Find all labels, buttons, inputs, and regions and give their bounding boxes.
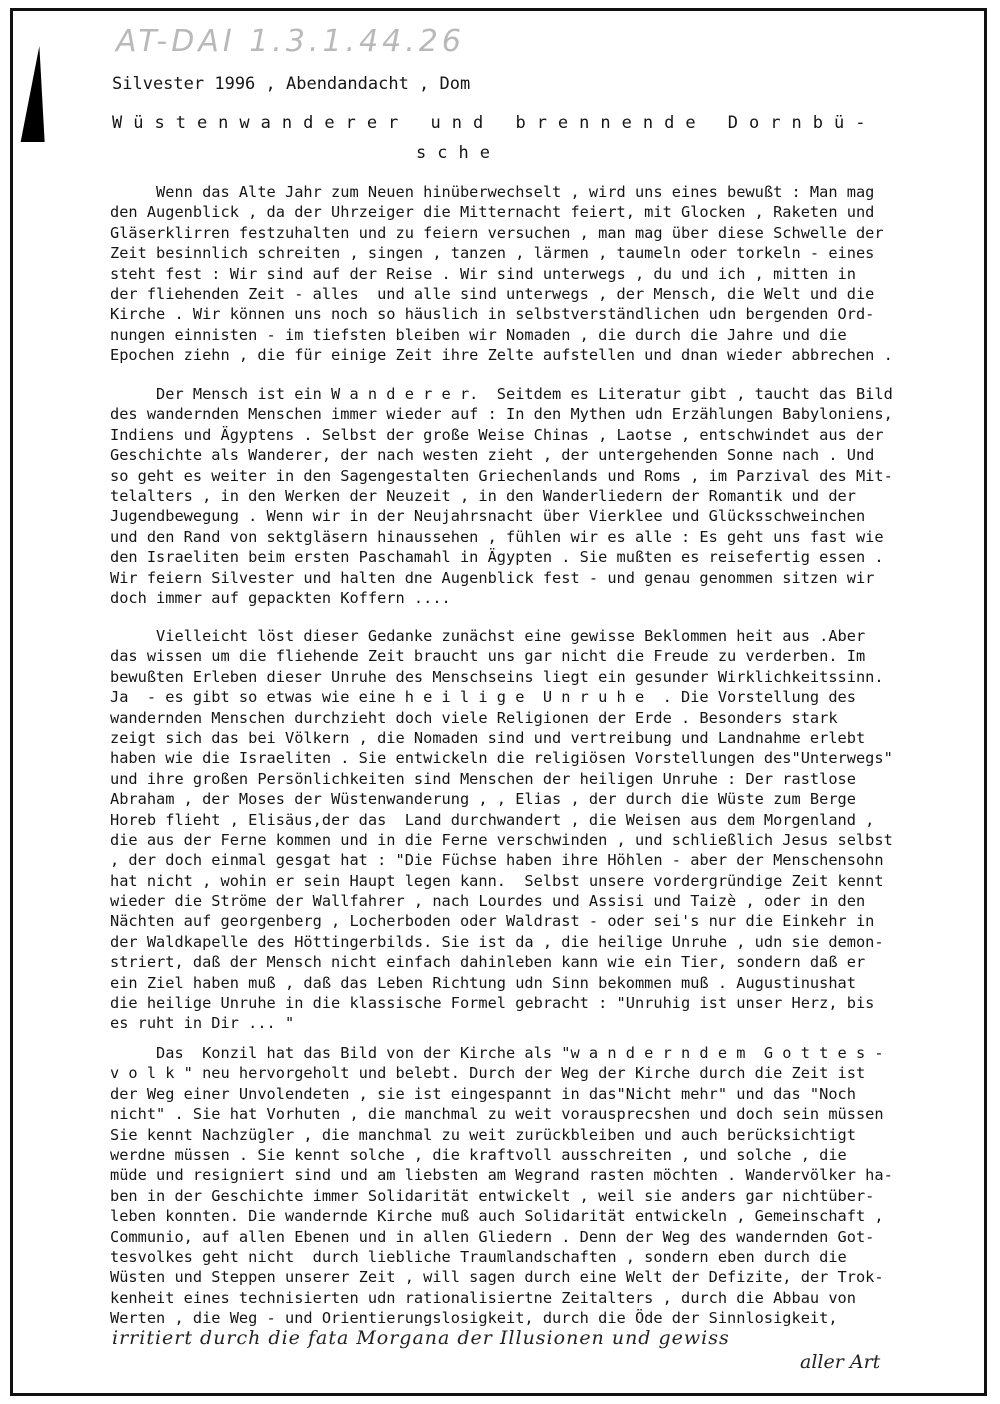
text-line: die aus der Ferne kommen und in die Ferne verschwinden , und schließlich Jesus selbst [110,830,893,849]
text-line: Der Mensch ist ein W a n d e r e r. Seitdem es Literatur gibt , taucht das Bild [110,385,893,403]
text-line: Ja - es gibt so etwas wie eine h e i l i g e U n r u h e . Die Vorstellung des [110,688,856,707]
text-line: v o l k " neu hervorgeholt und belebt. Durch der Weg der Kirche durch die Zeit ist [110,1064,866,1083]
text-line: hat nicht , wohin er sein Haupt legen kann. Selbst unsere vordergründige Zeit kennt [110,871,884,890]
text-line: haben wie die Israeliten . Sie entwickeln die religiösen Vorstellungen des"Unterwegs" [110,749,893,768]
document-title-line-2: sche [416,143,501,163]
text-line: Wenn das Alte Jahr zum Neuen hinüberwechselt , wird uns eines bewußt : Man mag [110,183,875,201]
text-line: der Weg einer Unvolendeten , sie ist eingespannt in das"Nicht mehr" und das "Noch [110,1084,856,1103]
text-line: müde und resigniert sind und am liebsten am Wegrand rasten möchten . Wandervölker ha- [110,1166,893,1185]
text-line: werdne müssen . Sie kennt solche , die kraftvoll ausschreiten , und solche , die [110,1145,847,1164]
text-line: Gläserklirren festzuhalten und zu feiern versuchen , man mag über diese Schwelle der [110,223,884,242]
text-line: Epochen ziehn , die für einige Zeit ihre Zelte aufstellen und dnan wieder abbrechen . [110,346,893,365]
text-line: Abraham , der Moses der Wüstenwanderung , , Elias , der durch die Wüste zum Berge [110,790,856,809]
text-line: wandernden Menschen durchzieht doch viele Religionen der Erde . Besonders stark [110,708,838,727]
text-line: Indiens und Ägyptens . Selbst der große Weise Chinas , Laotse , entschwindet aus der [110,425,884,444]
text-line: den Augenblick , da der Uhrzeiger die Mitternacht feiert, mit Glocken , Raketen und [110,203,875,222]
text-line: es ruht in Dir ... " [110,1014,295,1033]
text-line: nicht" . Sie hat Vorhuten , die manchmal zu weit vorausprecshen und doch sein müssen [110,1105,884,1124]
text-line: leben konnten. Die wandernde Kirche muß auch Solidarität entwickeln , Gemeinschaft , [110,1207,884,1226]
text-line: steht fest : Wir sind auf der Reise . Wir sind unterwegs , du und ich , mitten in [110,264,856,283]
text-line: nungen einnisten - im tiefsten bleiben wir Nomaden , die durch die Jahre und die [110,325,847,344]
document-title-line-1: Wüstenwanderer und brennende Dornbü- [112,113,877,133]
text-line: ein Ziel haben muß , daß das Leben Richtung udn Sinn bekommen muß . Augustinushat [110,973,856,992]
text-line: bewußten Erleben dieser Unruhe des Menschseins liegt ein gesunder Wirklichkeitssinn. [110,667,884,686]
paragraph-4 [110,1043,970,1328]
text-line: telalters , in den Werken der Neuzeit , in den Wanderliedern der Romantik und der [110,486,856,505]
text-line: Nächten auf georgenberg , Locherboden oder Waldrast - oder sei's nur die Einkehr in [110,912,875,931]
text-line: , der doch einmal gesgat hat : "Die Füchse haben ihre Höhlen - aber der Menschensohn [110,851,884,870]
text-line: doch immer auf gepackten Koffern .... [110,588,451,607]
text-line: die heilige Unruhe in die klassische Formel gebracht : "Unruhig ist unser Herz, bis [110,994,875,1013]
text-line: so geht es weiter in den Sagengestalten Griechenlands und Roms , im Parzival des Mit- [110,466,893,485]
text-line: tesvolkes geht nicht durch liebliche Traumlandschaften , sondern eben durch die [110,1247,847,1266]
text-line: kenheit eines technisierten udn rationalisiertne Zeitalters , durch die Abbau von [110,1288,856,1307]
text-line: der Waldkapelle des Höttingerbilds. Sie ist da , die heilige Unruhe , udn sie demon- [110,932,884,951]
text-line: den Israeliten beim ersten Paschamahl in Ägypten . Sie mußten es reisefertig essen . [110,548,884,567]
text-line: Jugendbewegung . Wenn wir in der Neujahrsnacht über Vierklee und Glücksschweinchen [110,507,866,526]
paragraph-2 [110,384,970,608]
handwritten-note-line-2: aller Art [800,1351,881,1373]
text-line: Vielleicht löst dieser Gedanke zunächst eine gewisse Beklommen heit aus .Aber [110,627,866,645]
text-line: Das Konzil hat das Bild von der Kirche als "w a n d e r n d e m G o t t e s - [110,1044,884,1062]
text-line: ben in der Geschichte immer Solidarität entwickelt , weil sie anders gar nichtüber- [110,1186,875,1205]
text-line: Sie kennt Nachzügler , die manchmal zu weit zurückbleiben und auch berücksichtigt [110,1125,856,1144]
text-line: Wüsten und Steppen unserer Zeit , will sagen durch eine Welt der Defizite, der Trok- [110,1268,884,1287]
paragraph-3 [110,626,970,1034]
text-line: Wir feiern Silvester und halten dne Augenblick fest - und genau genommen sitzen wir [110,568,875,587]
paragraph-1 [110,182,970,366]
handwritten-note-line-1: irritiert durch die fata Morgana der Illusionen und gewiss [112,1327,730,1349]
text-line: Geschichte als Wanderer, der nach westen zieht , der untergehenden Sonne nach . Und [110,446,875,465]
text-line: wieder die Ströme der Wallfahrer , nach Lourdes und Assisi und Taizè , oder in den [110,892,866,911]
text-line: striert, daß der Mensch nicht einfach dahinleben kann wie ein Tier, sondern daß er [110,953,866,972]
text-line: Horeb flieht , Elisäus,der das Land durchwandert , die Weisen aus dem Morgenland , [110,810,875,829]
document-header: Silvester 1996 , Abendandacht , Dom [112,74,471,94]
text-line: Werten , die Weg - und Orientierungslosigkeit, durch die Öde der Sinnlosigkeit, [110,1309,838,1328]
text-line: der fliehenden Zeit - alles und alle sind unterwegs , der Mensch, die Welt und die [110,284,875,303]
text-line: Kirche . Wir können uns noch so häuslich in selbstverständlichen udn bergenden Ord- [110,305,875,324]
text-line: und den Rand von sektgläsern hinaussehen , fühlen wir es alle : Es geht uns fast wie [110,527,884,546]
text-line: Zeit besinnlich schreiten , singen , tanzen , lärmen , taumeln oder torkeln - eines [110,244,875,263]
text-line: des wandernden Menschen immer wieder auf : In den Mythen udn Erzählungen Babyloniens, [110,405,893,424]
text-line: Communio, auf allen Ebenen und in allen Gliedern . Denn der Weg des wandernden Got- [110,1227,875,1246]
text-line: und ihre großen Persönlichkeiten sind Menschen der heiligen Unruhe : Der rastlose [110,769,856,788]
text-line: zeigt sich das bei Völkern , die Nomaden sind und vertreibung und Landnahme erlebt [110,728,866,747]
text-line: das wissen um die fliehende Zeit braucht uns gar nicht die Freude zu verderben. Im [110,647,866,666]
archive-stamp: AT-DAI 1.3.1.44.26 [116,24,465,59]
